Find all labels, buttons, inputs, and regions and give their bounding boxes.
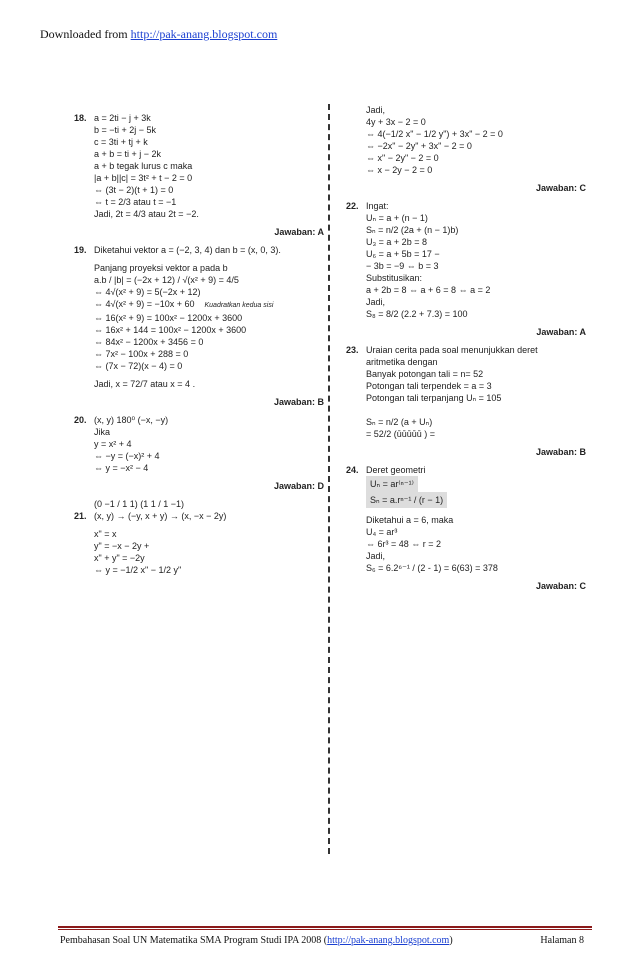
- math-line: [346, 550, 586, 562]
- math-text: ⇔ 7x² − 100x + 288 = 0: [94, 349, 189, 359]
- math-line: [346, 212, 586, 224]
- math-text: Jadi, x = 72/7 atau x = 4 .: [94, 379, 196, 389]
- math-text: ⇔ x − 2y − 2 = 0: [366, 165, 433, 175]
- math-line: [346, 428, 586, 440]
- math-line: [346, 116, 586, 128]
- math-text: x" + y" = −2y: [94, 553, 145, 563]
- column-divider: [328, 104, 330, 854]
- left-column: [74, 112, 324, 576]
- answer-label: Jawaban: B: [273, 397, 324, 407]
- problem-text: (x, y) → (−y, x + y) → (x, −x − 2y): [94, 511, 227, 521]
- answer-label: Jawaban: B: [535, 447, 586, 457]
- math-text: Potongan tali terpendek = a = 3: [366, 381, 492, 391]
- math-line: [74, 552, 324, 564]
- math-text: ⇔ 6r³ = 48 ⇔ r = 2: [366, 539, 442, 549]
- math-text: Substitusikan:: [366, 273, 423, 283]
- problem-line: [346, 344, 586, 356]
- math-line: [74, 540, 324, 552]
- problem-text: Deret geometri: [366, 465, 426, 475]
- math-text: ⇔ (7x − 72)(x − 4) = 0: [94, 361, 183, 371]
- math-text: a.b / |b| = (−2x + 12) / √(x² + 9) = 4/5: [94, 275, 239, 285]
- math-line: [346, 538, 586, 550]
- math-line: [74, 336, 324, 348]
- problem-number: 21.: [74, 511, 87, 521]
- math-text: |a + b||c| = 3t² + t − 2 = 0: [94, 173, 193, 183]
- math-text: ⇔ y = −x² − 4: [94, 463, 149, 473]
- footer-text: Pembahasan Soal UN Matematika SMA Program Studi IPA 2008 (: [60, 935, 328, 946]
- problem-number: 23.: [346, 345, 359, 355]
- page-number: Halaman 8: [540, 935, 584, 946]
- math-line: [74, 184, 324, 196]
- footer-close: ): [449, 935, 453, 946]
- problem-number: 20.: [74, 415, 87, 425]
- side-note: Kuadratkan kedua sisi: [204, 302, 274, 309]
- problem-number: 24.: [346, 465, 359, 475]
- math-text: = 52/2 (ūūūūū ) =: [366, 429, 436, 439]
- math-text: aritmetika dengan: [366, 357, 438, 367]
- formula-box: Uₙ = ar⁽ⁿ⁻¹⁾: [366, 476, 418, 492]
- problem-text: a = 2ti − j + 3k: [94, 113, 151, 123]
- formula-box: Sₙ = a.rⁿ⁻¹ / (r − 1): [366, 492, 447, 508]
- math-text: Sₙ = n/2 (2a + (n − 1)b): [366, 225, 459, 235]
- math-text: Sₙ = n/2 (a + Uₙ): [366, 417, 433, 427]
- math-text: ⇔ 16(x² + 9) = 100x² − 1200x + 3600: [94, 313, 243, 323]
- math-line: [346, 140, 586, 152]
- math-text: ⇔ x" − 2y" − 2 = 0: [366, 153, 439, 163]
- math-text: ⇔ t = 2/3 atau t = −1: [94, 197, 177, 207]
- problem-text: Uraian cerita pada soal menunjukkan deret: [366, 345, 538, 355]
- math-line: [346, 308, 586, 320]
- footer-rule: [58, 926, 592, 928]
- problem-line: [74, 112, 324, 124]
- math-text: ⇔ 4(−1/2 x" − 1/2 y") + 3x" − 2 = 0: [366, 129, 503, 139]
- problem-number: 18.: [74, 113, 87, 123]
- math-line: [346, 380, 586, 392]
- math-text: Jika: [94, 427, 111, 437]
- math-line: [74, 286, 324, 298]
- math-text: U₄ = ar³: [366, 527, 398, 537]
- math-text: ⇔ 4√(x² + 9) = −10x + 60: [94, 299, 195, 309]
- math-text: ⇔ y = −1/2 x" − 1/2 y": [94, 565, 182, 575]
- problem-text: Ingat:: [366, 201, 389, 211]
- problem-number: 22.: [346, 201, 359, 211]
- math-text: b = −ti + 2j − 5k: [94, 125, 157, 135]
- math-line: [74, 196, 324, 208]
- math-text: Jadi,: [366, 297, 386, 307]
- math-text: Jadi, 2t = 4/3 atau 2t = −2.: [94, 209, 199, 219]
- problem-text: (x, y) 180⁰ (−x, −y): [94, 415, 169, 425]
- answer-label: Jawaban: A: [274, 227, 324, 237]
- math-text: 4y + 3x − 2 = 0: [366, 117, 426, 127]
- download-header: [40, 27, 277, 42]
- answer-label: Jawaban: C: [535, 581, 586, 591]
- math-line: [346, 562, 586, 574]
- math-line: [74, 528, 324, 540]
- math-text: ⇔ −y = (−x)² + 4: [94, 451, 160, 461]
- math-line: [346, 236, 586, 248]
- math-line: [74, 208, 324, 220]
- math-text: c = 3ti + tj + k: [94, 137, 148, 147]
- footer-link[interactable]: http://pak-anang.blogspot.com: [327, 935, 450, 946]
- math-text: y = x² + 4: [94, 439, 132, 449]
- footer-rule-thin: [58, 929, 592, 930]
- math-text: Panjang proyeksi vektor a pada b: [94, 263, 228, 273]
- answer-label: Jawaban: D: [273, 481, 324, 491]
- formula-box-line: [346, 476, 586, 492]
- math-text: ⇔ 84x² − 1200x + 3456 = 0: [94, 337, 204, 347]
- math-line: [346, 284, 586, 296]
- problem-line: [74, 414, 324, 426]
- math-line: [346, 260, 586, 272]
- math-text: a + 2b = 8 ⇔ a + 6 = 8 ⇔ a = 2: [366, 285, 491, 295]
- problem-line: [74, 510, 324, 522]
- math-text: U₆ = a + 5b = 17 −: [366, 249, 440, 259]
- math-line: [346, 224, 586, 236]
- problem-line: [74, 244, 324, 256]
- problem-line: [346, 464, 586, 476]
- math-line: [346, 164, 586, 176]
- right-column: [346, 104, 586, 598]
- math-line: [346, 128, 586, 140]
- math-line: [74, 450, 324, 462]
- math-line: [74, 160, 324, 172]
- spacer: [346, 404, 586, 416]
- math-text: U₃ = a + 2b = 8: [366, 237, 427, 247]
- math-text: Diketahui a = 6, maka: [366, 515, 454, 525]
- math-line: [346, 272, 586, 284]
- math-text: a + b tegak lurus c maka: [94, 161, 193, 171]
- math-text: Jadi,: [366, 551, 386, 561]
- math-line: [74, 172, 324, 184]
- math-line: [346, 416, 586, 428]
- math-line: [74, 298, 324, 312]
- problem-line: [346, 200, 586, 212]
- math-line: [346, 526, 586, 538]
- header-link[interactable]: http://pak-anang.blogspot.com: [130, 27, 278, 41]
- math-line: [74, 426, 324, 438]
- math-line: [74, 348, 324, 360]
- math-line: [74, 360, 324, 372]
- math-line: [74, 498, 324, 510]
- answer-label: Jawaban: A: [536, 327, 586, 337]
- math-text: x" = x: [94, 529, 117, 539]
- math-line: [74, 438, 324, 450]
- page-footer: [60, 935, 594, 946]
- math-line: [346, 356, 586, 368]
- math-line: [74, 136, 324, 148]
- math-text: S₆ = 6.2⁶⁻¹ / (2 - 1) = 6(63) = 378: [366, 563, 498, 573]
- math-line: [346, 152, 586, 164]
- math-text: ⇔ (3t − 2)(t + 1) = 0: [94, 185, 174, 195]
- problem-number: 19.: [74, 245, 87, 255]
- math-text: y" = −x − 2y +: [94, 541, 150, 551]
- math-text: ⇔ 16x² + 144 = 100x² − 1200x + 3600: [94, 325, 247, 335]
- math-line: [74, 148, 324, 160]
- formula-box-line: [346, 492, 586, 508]
- math-line: [74, 312, 324, 324]
- math-text: S₈ = 8/2 (2.2 + 7.3) = 100: [366, 309, 468, 319]
- math-text: Banyak potongan tali = n= 52: [366, 369, 484, 379]
- math-line: [74, 378, 324, 390]
- math-text: a + b = ti + j − 2k: [94, 149, 162, 159]
- math-line: [74, 124, 324, 136]
- answer-label: Jawaban: C: [535, 183, 586, 193]
- math-text: Potongan tali terpanjang Uₙ = 105: [366, 393, 502, 403]
- problem-text: Diketahui vektor a = (−2, 3, 4) dan b = (x, 0, 3).: [94, 245, 281, 255]
- math-text: (0 −1 / 1 1) (1 1 / 1 −1): [94, 499, 185, 509]
- math-line: [74, 262, 324, 274]
- math-line: [74, 324, 324, 336]
- math-text: Jadi,: [366, 105, 386, 115]
- math-line: [346, 104, 586, 116]
- math-line: [346, 392, 586, 404]
- math-line: [346, 296, 586, 308]
- math-line: [74, 462, 324, 474]
- math-text: Uₙ = a + (n − 1): [366, 213, 428, 223]
- math-line: [346, 514, 586, 526]
- header-prefix: Downloaded from: [40, 27, 131, 41]
- math-text: − 3b = −9 ⇔ b = 3: [366, 261, 439, 271]
- math-text: ⇔ −2x" − 2y" + 3x" − 2 = 0: [366, 141, 472, 151]
- math-line: [346, 248, 586, 260]
- math-line: [346, 368, 586, 380]
- math-line: [74, 564, 324, 576]
- math-line: [74, 274, 324, 286]
- math-text: ⇔ 4√(x² + 9) = 5(−2x + 12): [94, 287, 201, 297]
